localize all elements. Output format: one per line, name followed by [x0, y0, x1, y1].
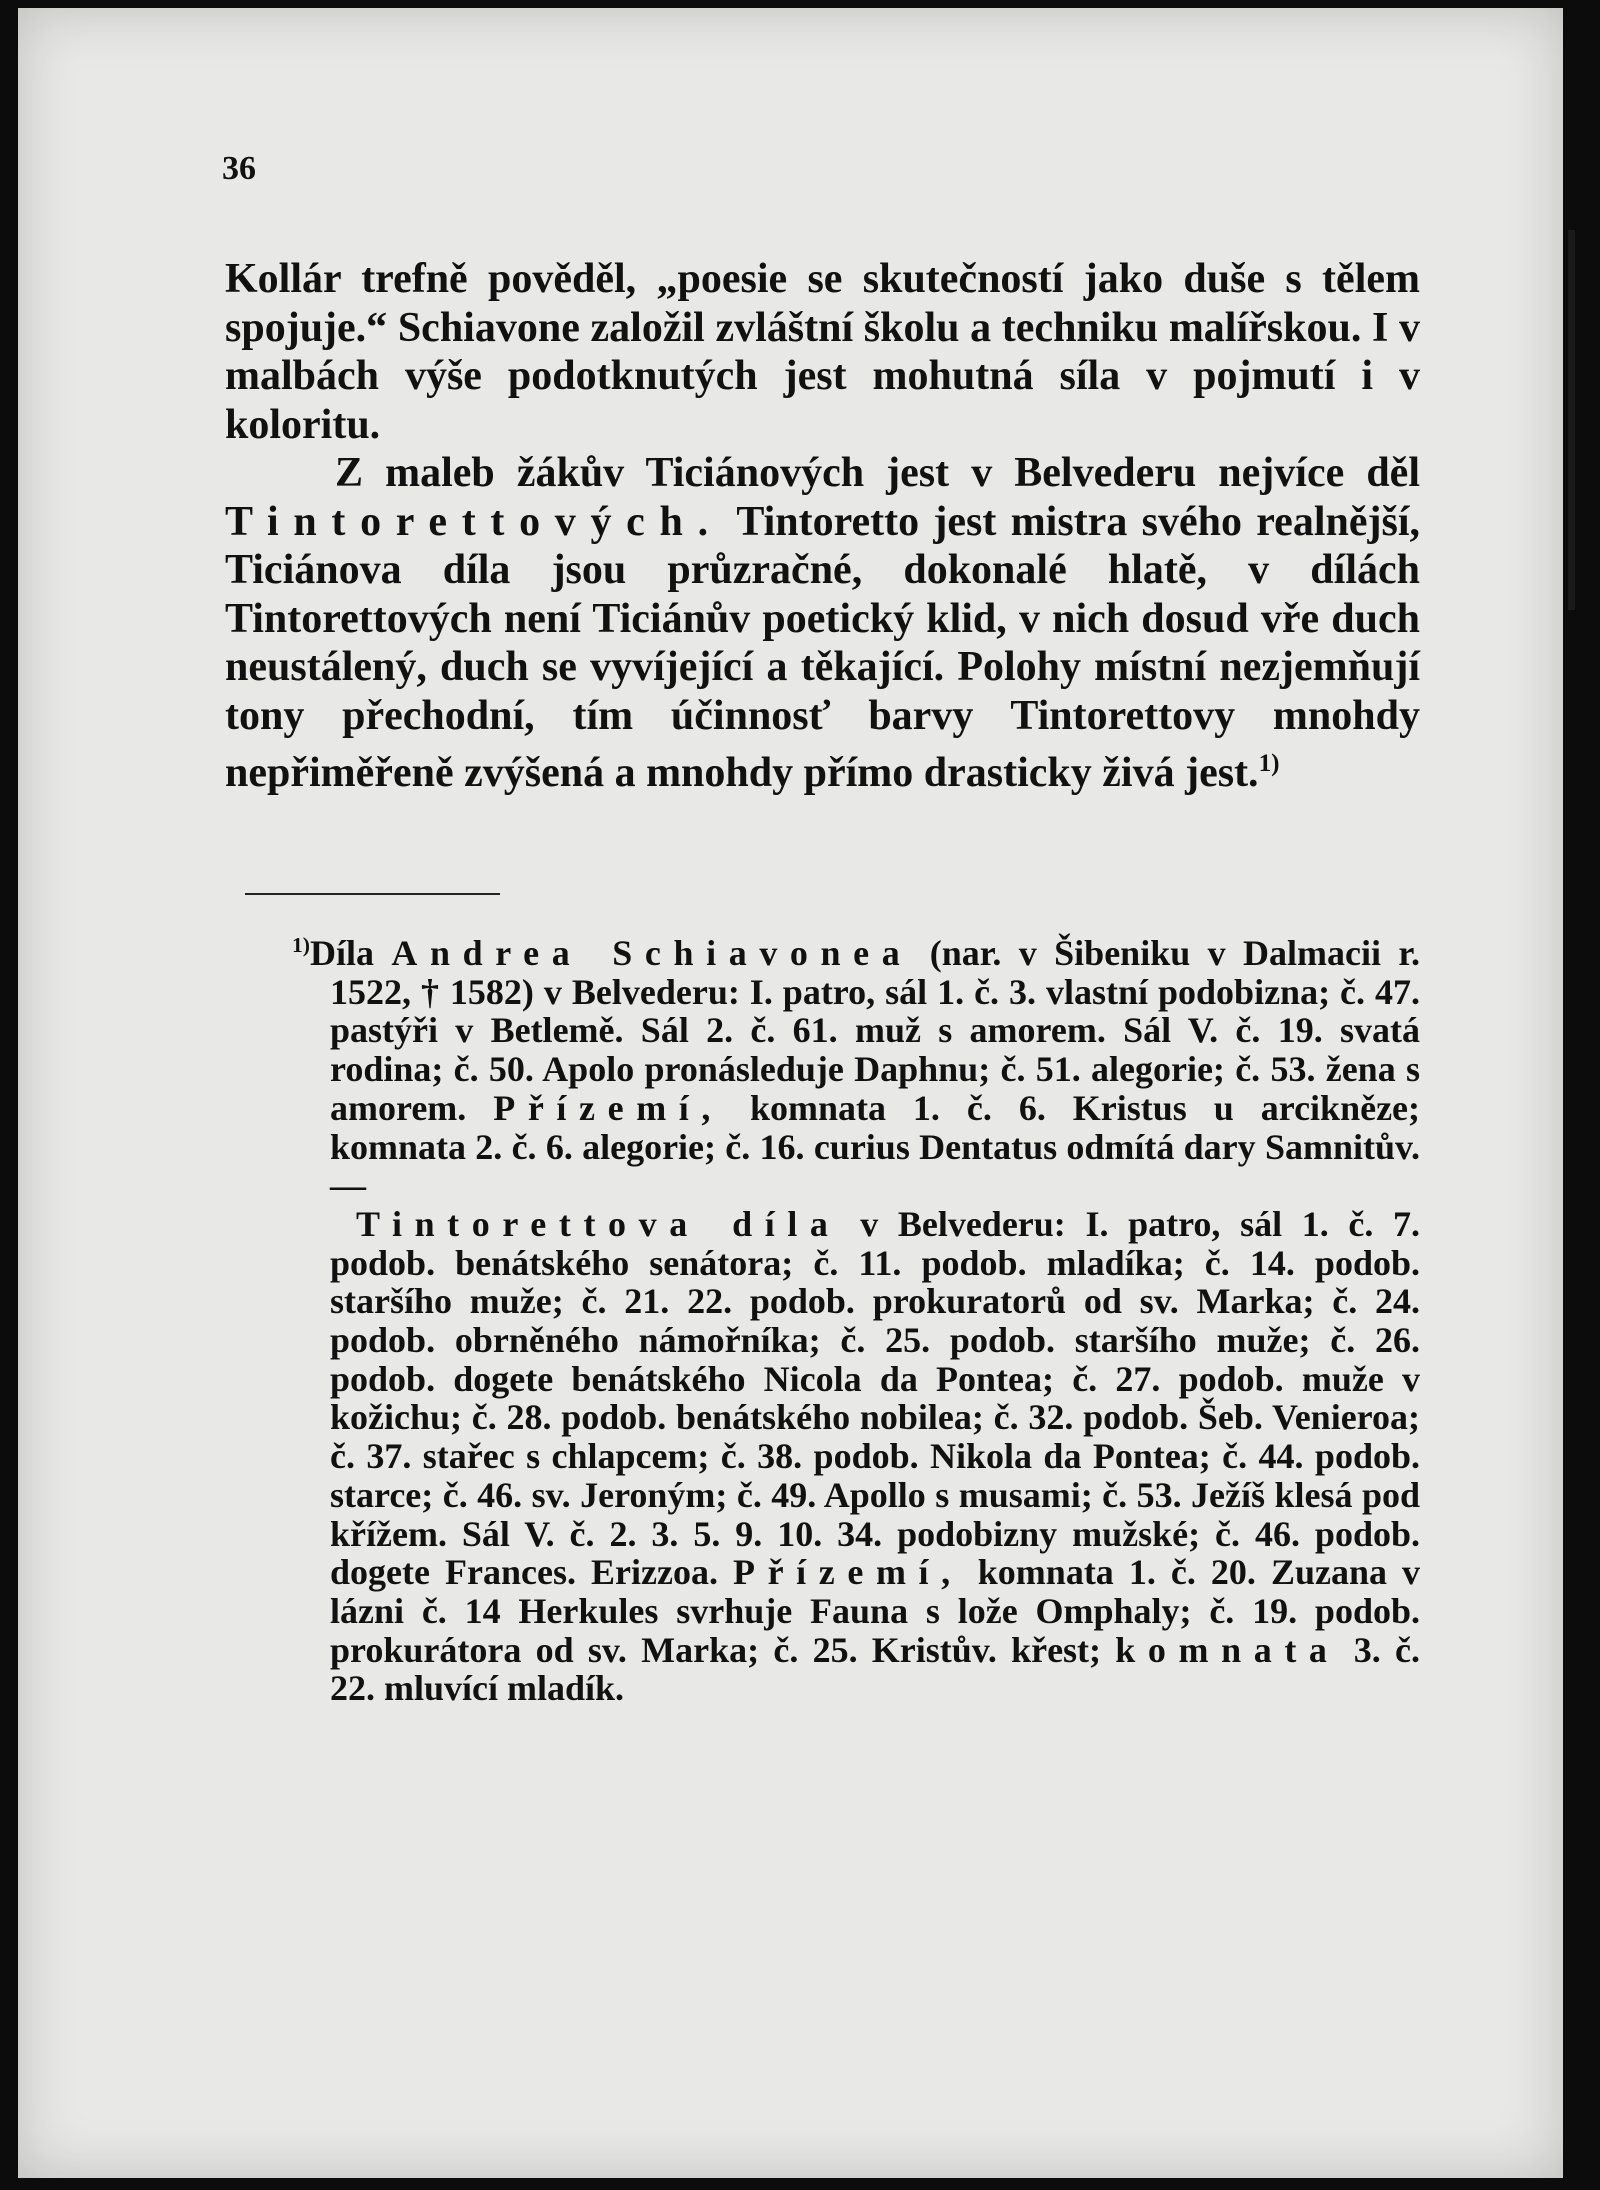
tintoretto-works-emphasis: Tintorettova díla: [356, 1203, 841, 1244]
paragraph-2-start: Z maleb žákův Ticiánových jest v Belvederu nejvíce děl: [335, 450, 1420, 496]
footnote-1: [292, 926, 1421, 1206]
tintoretto-emphasis: Tintorettových.: [225, 498, 723, 545]
footnote-2-text-2: komnata 1. č. 20. Zuzana v lázni č. 14 Herkules svrhuje Fauna s lože Omphaly; č. 19. podob. prokurátora od sv. Marka; č. 25. Kristův. křest;: [330, 1552, 1421, 1670]
footnote-marker: 1): [292, 933, 310, 957]
komnata-emphasis: komnata: [1115, 1629, 1340, 1670]
schiavone-emphasis: Andrea Schiavonea: [391, 933, 913, 973]
prizemi-emphasis-1: Přízemí,: [493, 1087, 723, 1128]
footnote-separator: [245, 893, 500, 895]
footnote-2-text: v Belvederu: I. patro, sál 1. č. 7. podob. benátského senátora; č. 11. podob. mladíka; č. 14. podob. staršího muže; č. 21. 22. podob. prokuratorů od sv. Marka; č. 24. podob. obrněného námořníka; č. 25. podob. staršího muže; č. 26. podob. dogete benátského Nicola da Pontea; č. 27. podob. muže v kožichu; č. 28. podob. benátského nobilea; č. 32. podob. Šeb. Venieroa; č. 37. stařec s chlapcem; č. 38. podob. Nikola da Pontea; č. 44. podob. starce; č. 46. sv. Jeroným; č. 49. Apollo s musami; č. 53. Ježíš klesá pod křížem. Sál V. č. 2. 3. 5. 9. 10. 34. podobizny mužské; č. 46. podob. dogete Frances. Erizzoa.: [330, 1203, 1421, 1593]
main-text: [225, 255, 1420, 798]
footnote-1-start: Díla: [310, 933, 375, 973]
binding-edge: [1568, 230, 1575, 610]
page-number: 36: [222, 150, 256, 187]
paragraph-1: Kollár trefně pověděl, „poesie se skutečností jako duše s tělem spojuje.“ Schiavone založil zvláštní školu a techniku malířskou. I v malbách výše podotknutých jest mohutná síla v pojmutí i v koloritu.: [225, 256, 1420, 448]
footnote-1-text-2: komnata 1. č. 6. Kristus u arcikněze; komnata 2. č. 6. alegorie; č. 16. curius Dentatus odmítá dary Samnitův. —: [330, 1087, 1421, 1206]
footnote-2-text-3: 3. č. 22. mluvící mladík.: [330, 1629, 1421, 1709]
paragraph-2-end: Tintoretto jest mistra svého realnější, Ticiánova díla jsou průzračné, dokonalé hlatě, v dílách Tintorettových není Ticiánův poetický klid, v nich dosud vře duch neustálený, duch se vyvíjející a těkající. Polohy místní nezjemňují tony přechodní, tím účinnosť barvy Tintorettovy mnohdy nepřiměřeně zvýšená a mnohdy přímo drasticky živá jest.: [225, 498, 1420, 796]
paragraph-2: [225, 449, 1420, 798]
footnote-1-text: (nar. v Šibeniku v Dalmacii r. 1522, † 1582) v Belvederu: I. patro, sál 1. č. 3. vlastní podobizna; č. 47. pastýři v Betlemě. Sál 2. č. 61. muž s amorem. Sál V. č. 19. svatá rodina; č. 50. Apolo pronásleduje Daphnu; č. 51. alegorie; č. 53. žena s amorem.: [330, 933, 1421, 1128]
footnote-reference: 1): [1258, 750, 1280, 777]
prizemi-emphasis-2: Přízemí,: [733, 1552, 963, 1593]
footnote-1-continued: [330, 1205, 1420, 1708]
footnotes: [292, 926, 1421, 1709]
